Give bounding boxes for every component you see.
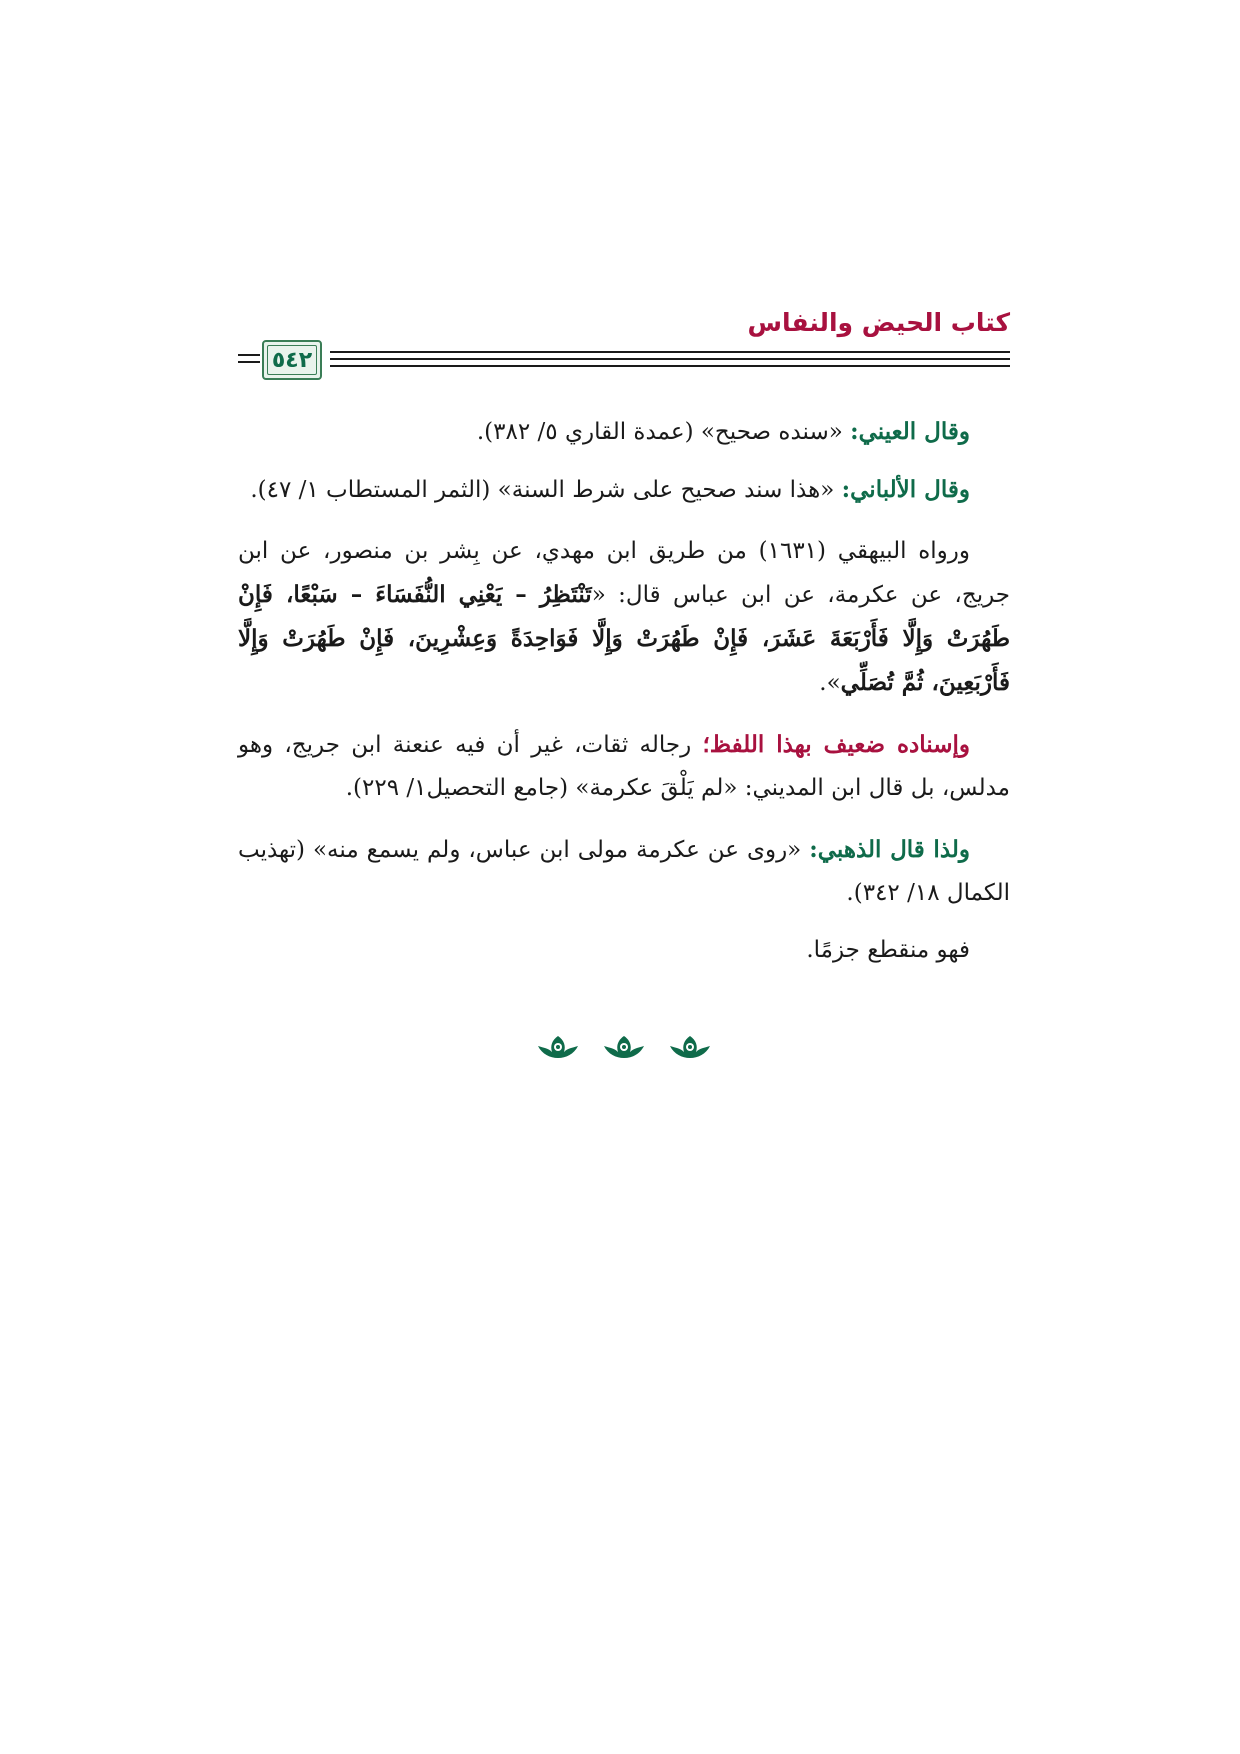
page — [238, 300, 1010, 1060]
header-rule — [330, 358, 1010, 360]
header-rule — [238, 361, 260, 363]
page-body — [238, 410, 1010, 972]
speaker-label: وقال العيني: — [850, 418, 970, 445]
paragraph — [238, 828, 1010, 915]
book-title: كتاب الحيض والنفاس — [747, 308, 1010, 337]
paragraph — [238, 929, 1010, 972]
paragraph-text: «روى عن عكرمة مولى ابن عباس، ولم يسمع منه» (تهذيب الكمال ١٨/ ٣٤٢). — [238, 837, 1010, 906]
page-number: ٥٤٢ — [271, 347, 313, 373]
page-number-badge — [262, 340, 322, 380]
paragraph — [238, 468, 1010, 512]
page-header — [238, 300, 1010, 390]
header-rule — [330, 351, 1010, 353]
ruling-label: وإسناده ضعيف بهذا اللفظ؛ — [702, 731, 970, 758]
header-rule — [330, 365, 1010, 367]
paragraph-text: ورواه البيهقي (١٦٣١) من طريق ابن مهدي، عن بِشر بن منصور، عن ابن جريج، عن عكرمة، عن ابن عباس قال: « — [238, 538, 1010, 608]
speaker-label: وقال الألباني: — [841, 476, 970, 503]
paragraph — [238, 530, 1010, 705]
paragraph-text: رجاله ثقات، غير أن فيه عنعنة ابن جريج، وهو مدلس، بل قال ابن المديني: «لم يَلْقَ عكرمة» (جامع التحصيل١/ ٢٢٩). — [238, 732, 1010, 801]
paragraph-text: «سنده صحيح» (عمدة القاري ٥/ ٣٨٢). — [476, 419, 851, 445]
end-ornament — [238, 1032, 1010, 1060]
floral-ornament-icon — [602, 1032, 646, 1060]
paragraph — [238, 410, 1010, 454]
floral-ornament-icon — [536, 1032, 580, 1060]
hadith-text: تَنْتَظِرُ – يَعْنِي النُّفَسَاءَ – سَبْعًا، فَإِنْ طَهُرَتْ وَإِلَّا فَأَرْبَعَةَ عَشَرَ، فَإِنْ طَهُرَتْ وَإِلَّا فَوَاحِدَةً وَعِشْرِينَ، فَإِنْ طَهُرَتْ وَإِلَّا فَأَرْبَعِينَ، ثُمَّ تُصَلِّي — [238, 581, 1010, 696]
speaker-label: ولذا قال الذهبي: — [809, 836, 971, 863]
header-rule — [238, 354, 260, 356]
paragraph-text: «هذا سند صحيح على شرط السنة» (الثمر المستطاب ١/ ٤٧). — [250, 477, 842, 503]
paragraph-text: فهو منقطع جزمًا. — [806, 937, 970, 963]
floral-ornament-icon — [668, 1032, 712, 1060]
paragraph — [238, 723, 1010, 810]
paragraph-text: ». — [819, 670, 841, 696]
